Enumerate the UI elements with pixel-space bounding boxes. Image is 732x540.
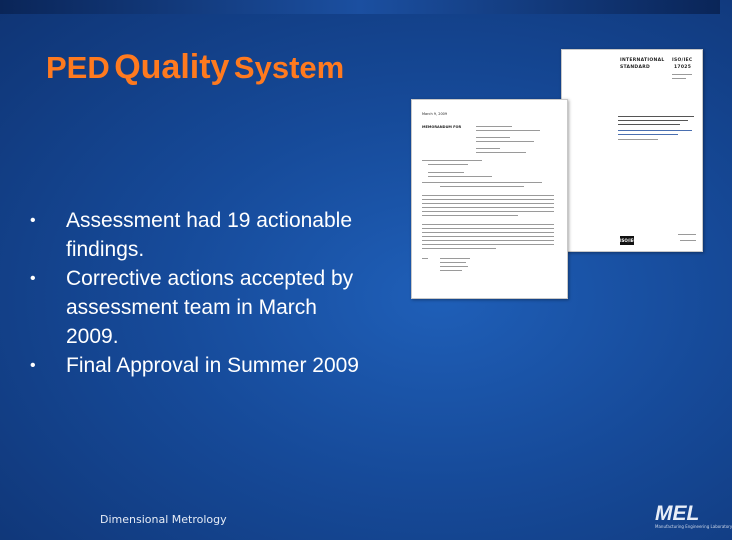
doc-line [476, 126, 512, 127]
mel-logo-mark: MEL [655, 502, 700, 525]
bullet-item [30, 264, 360, 351]
doc-line [618, 120, 688, 121]
doc-line [422, 199, 554, 200]
bullet-text: Assessment had 19 actionable findings. [66, 209, 353, 261]
doc-line [422, 207, 554, 208]
bullet-icon: • [30, 357, 36, 374]
doc-line [440, 262, 466, 263]
bullet-icon: • [30, 270, 36, 287]
bullet-text: Final Approval in Summer 2009 [66, 354, 359, 377]
doc-line [422, 240, 554, 241]
memo-date: March 9, 2009 [422, 112, 448, 116]
doc-line [422, 248, 496, 249]
title-word-system: System [233, 50, 345, 85]
doc-line [422, 211, 554, 212]
doc-line [422, 182, 542, 183]
doc-line [678, 234, 696, 235]
top-banner [0, 0, 720, 14]
title-word-ped: PED [46, 50, 110, 85]
doc-line [428, 164, 468, 165]
doc-line [422, 224, 554, 225]
doc-line [422, 244, 554, 245]
doc-line [440, 258, 470, 259]
doc-number-line1: ISO/IEC [672, 58, 693, 63]
doc-line [422, 236, 554, 237]
slide-title [46, 48, 344, 92]
doc-line [422, 160, 482, 161]
memo-label: MEMORANDUM FOR [422, 125, 462, 129]
doc-line [476, 137, 510, 138]
bullet-icon: • [30, 212, 36, 229]
doc-line [476, 130, 540, 131]
mel-logo-tagline: Manufacturing Engineering Laboratory [655, 524, 732, 529]
doc-line [672, 74, 692, 75]
doc-line [422, 195, 554, 196]
doc-line [680, 240, 696, 241]
mel-logo [655, 502, 732, 531]
bullet-list [30, 206, 360, 380]
doc-line [618, 139, 658, 140]
doc-line [618, 124, 680, 125]
doc-line [476, 148, 500, 149]
bullet-item [30, 206, 360, 264]
doc-line [422, 258, 428, 259]
doc-line [618, 134, 678, 135]
doc-line [422, 232, 554, 233]
bullet-item [30, 351, 360, 380]
doc-line [428, 172, 464, 173]
doc-line [440, 186, 524, 187]
bullet-text: Corrective actions accepted by assessment team in March 2009. [66, 267, 354, 348]
doc-line [672, 78, 686, 79]
doc-line [476, 141, 534, 142]
doc-line [428, 176, 492, 177]
doc-line [618, 130, 692, 131]
doc-heading-standard: STANDARD [620, 65, 651, 70]
doc-line [422, 215, 518, 216]
doc-line [440, 266, 468, 267]
doc-line [440, 270, 462, 271]
doc-heading-international: INTERNATIONAL [620, 58, 665, 63]
memorandum-document-image [411, 99, 568, 299]
iso-logo-icon: ISO/IEC [620, 238, 637, 243]
doc-line [422, 203, 554, 204]
doc-line [618, 116, 694, 117]
doc-number-line2: 17025 [674, 65, 692, 70]
title-word-quality: Quality [114, 48, 230, 86]
iso-standard-document-image [561, 49, 703, 252]
doc-line [422, 228, 554, 229]
footer-label: Dimensional Metrology [100, 513, 227, 526]
doc-line [476, 152, 526, 153]
